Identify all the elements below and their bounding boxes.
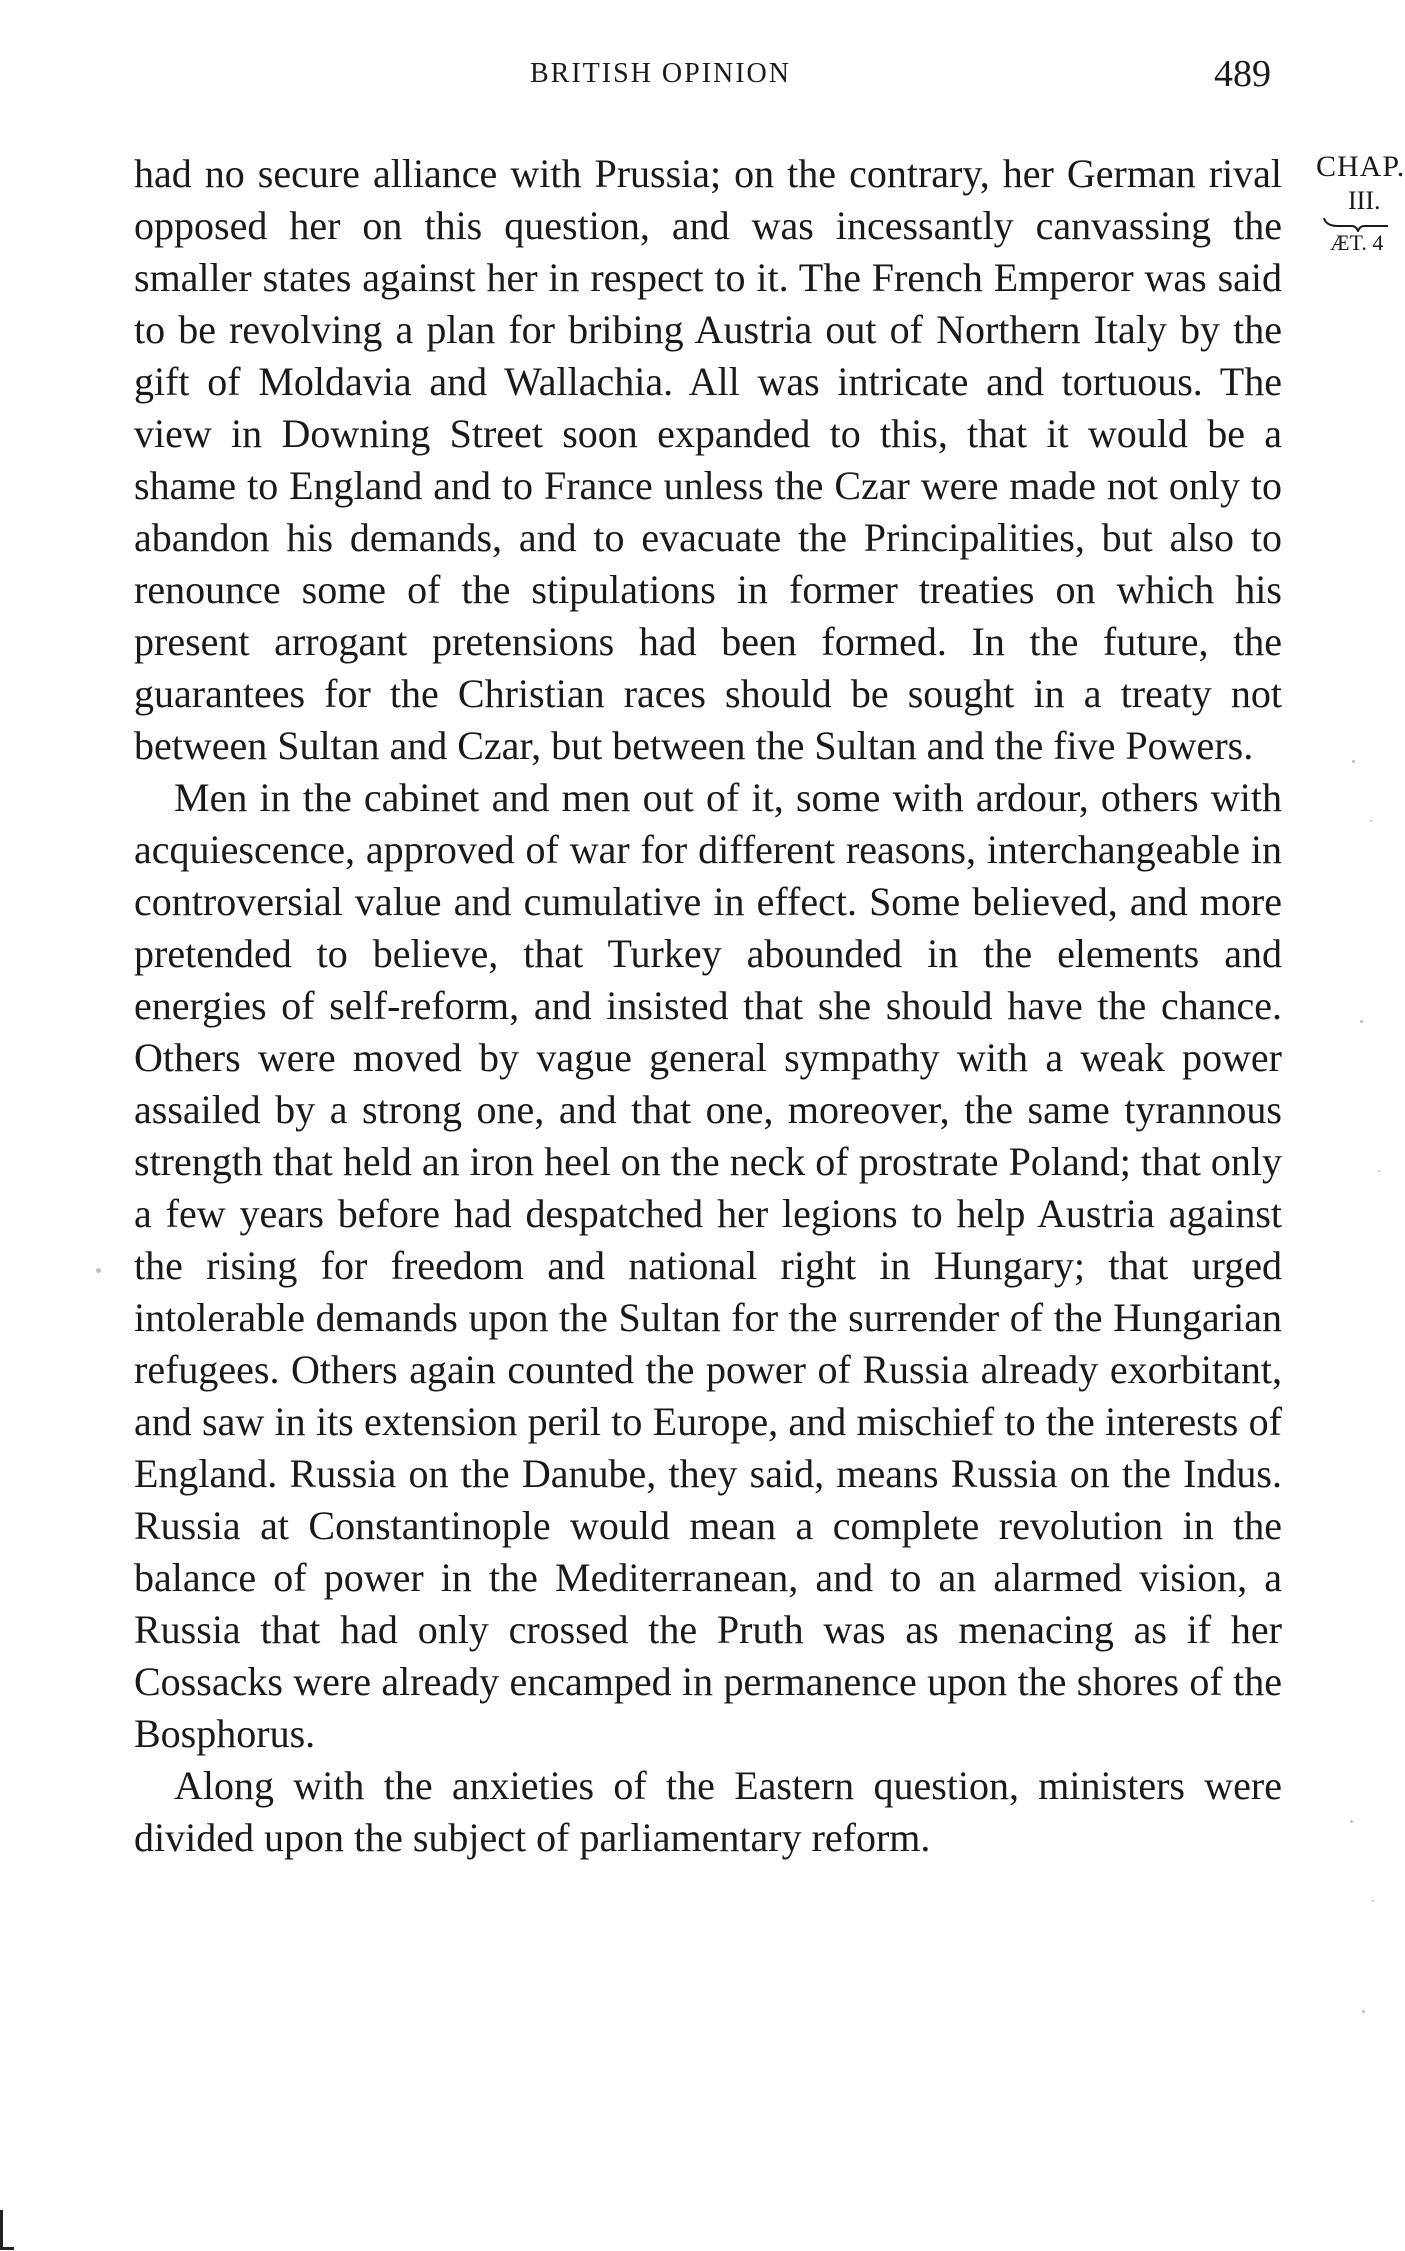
- running-head-title: BRITISH OPINION: [530, 58, 791, 89]
- margin-chapter-label: CHAP.: [1316, 150, 1405, 183]
- scan-speck: [1350, 1820, 1353, 1823]
- margin-age-label: ÆT. 4: [1330, 230, 1384, 255]
- page-number: 489: [1214, 53, 1271, 95]
- scan-speck: [1378, 1170, 1380, 1172]
- scan-speck: [1370, 820, 1372, 822]
- margin-note: [1316, 150, 1405, 256]
- body-text: [134, 148, 1282, 1864]
- scan-speck: [96, 1268, 101, 1273]
- paragraph-2: Men in the cabinet and men out of it, some with ardour, others with acquiescence, approved of war for different reasons, interchangeable in controversial value and cumulative in effect. Some believed, and more pretended to believe, that Turkey abounded in the elements and energies of self-reform, and insisted that she should have the chance. Others were moved by vague general sympathy with a weak power assailed by a strong one, and that one, moreover, the same tyrannous strength that held an iron heel on the neck of prostrate Poland; that only a few years before had despatched her legions to help Austria against the rising for freedom and national right in Hungary; that urged intolerable demands upon the Sultan for the surrender of the Hungarian refugees. Others again counted the power of Russia already exorbitant, and saw in its extension peril to Europe, and mischief to the interests of England. Russia on the Danube, they said, means Russia on the Indus. Russia at Constantinople would mean a complete revolution in the balance of power in the Mediterranean, and to an alarmed vision, a Russia that had only crossed the Pruth was as menacing as if her Cossacks were already encamped in permanence upon the shores of the Bosphorus.: [134, 775, 1282, 1756]
- scan-speck: [1360, 1020, 1363, 1023]
- paragraph-3: Along with the anxieties of the Eastern question, ministers were divided upon the subject of parliamentary reform.: [134, 1763, 1282, 1860]
- scan-speck: [1352, 760, 1355, 763]
- scan-speck: [1372, 1900, 1374, 1902]
- scan-corner-mark: [0, 2210, 14, 2250]
- margin-chapter-number: III.: [1348, 186, 1381, 215]
- scan-speck: [1362, 2010, 1365, 2013]
- paragraph-1: had no secure alliance with Prussia; on the contrary, her German rival opposed her on this question, and was incessantly canvassing the smaller states against her in respect to it. The French Emperor was said to be revolving a plan for bribing Austria out of Northern Italy by the gift of Moldavia and Wallachia. All was intricate and tortuous. The view in Downing Street soon expanded to this, that it would be a shame to England and to France unless the Czar were made not only to abandon his demands, and to evacuate the Principalities, but also to renounce some of the stipulations in former treaties on which his present arrogant pretensions had been formed. In the future, the guarantees for the Christian races should be sought in a treaty not between Sultan and Czar, but between the Sultan and the five Powers.: [134, 151, 1282, 768]
